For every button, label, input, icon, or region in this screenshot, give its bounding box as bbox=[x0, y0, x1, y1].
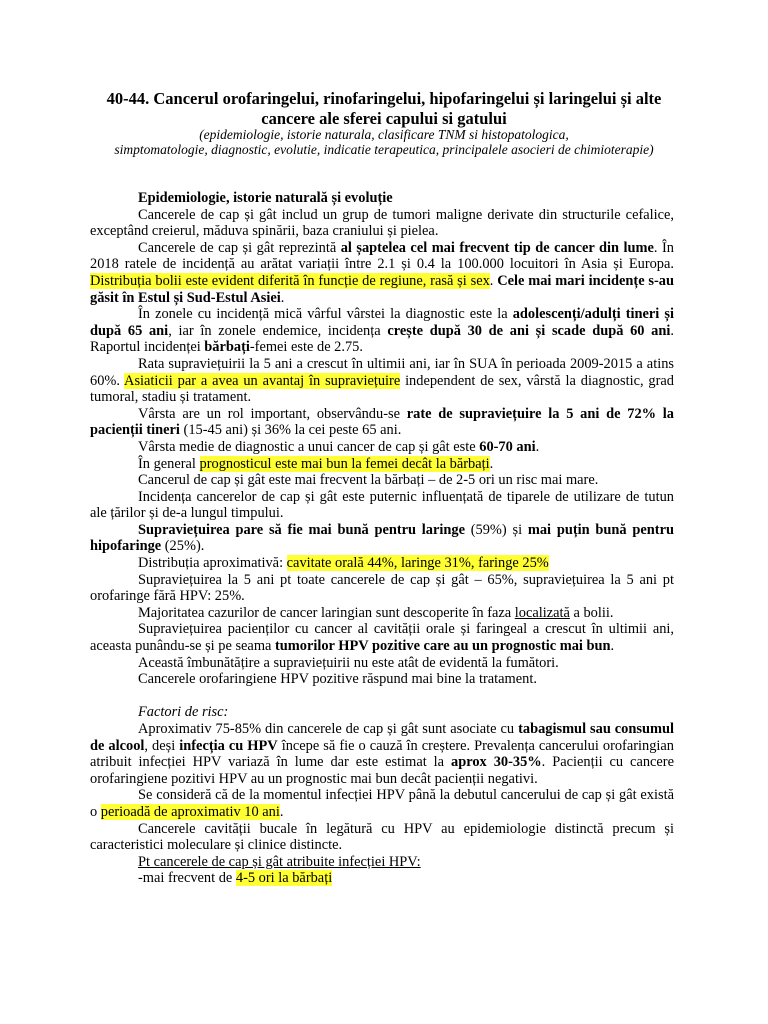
paragraph: Cancerele orofaringiene HPV pozitive răspund mai bine la tratament. bbox=[138, 671, 537, 688]
paragraph: Supraviețuirea la 5 ani pt toate cancerele de cap și gât – 65%, supraviețuirea la 5 ani pt orofaringe fără HPV: 25%. bbox=[90, 571, 674, 605]
highlighted-text: cavitate orală 44%, laringe 31%, faringe 25% bbox=[286, 555, 549, 572]
paragraph bbox=[90, 787, 674, 820]
text-run: În general bbox=[138, 455, 200, 472]
text-run: . Pacienții cu cancere orofaringiene pozitivi HPV au un prognostic mai bun decât pacienții negativi. bbox=[90, 754, 674, 787]
text-run: independent de sex, vârstă la diagnostic, grad tumoral, stadiu și tratament. bbox=[90, 372, 674, 406]
text-run: începe să fie o cauză în creștere. Prevalența cancerului orofaringian atribuit infecției HPV variază în lume dar este estimat la bbox=[90, 737, 674, 771]
underlined-text: localizată bbox=[514, 604, 570, 621]
paragraph: Această îmbunătățire a supraviețuirii nu este atât de evidentă la fumători. bbox=[138, 654, 559, 671]
text-run: , iar în zonele endemice, incidența bbox=[168, 322, 388, 339]
highlighted-text: prognosticul este mai bun la femei decât la bărbați bbox=[199, 455, 490, 472]
text-run: . bbox=[489, 272, 498, 289]
paragraph bbox=[90, 870, 674, 887]
section-heading-risk-factors: Factori de risc: bbox=[138, 704, 229, 721]
paragraph bbox=[90, 854, 674, 871]
text-run: (25%). bbox=[161, 538, 205, 555]
paragraph bbox=[90, 456, 674, 473]
text-run: În zonele cu incidență mică vârful vârstei la diagnostic este la bbox=[138, 306, 513, 323]
text-run: Vârsta medie de diagnostic a unui cancer de cap și gât este bbox=[138, 438, 480, 455]
section-heading-epidemiology: Epidemiologie, istorie naturală și evoluție bbox=[138, 190, 393, 206]
bold-text: adolescenți/adulți tineri și după 65 ani bbox=[90, 306, 674, 339]
highlighted-text: 4-5 ori la bărbați bbox=[235, 870, 333, 887]
bold-text: mai puțin bună pentru hipofaringe bbox=[90, 521, 674, 555]
highlighted-text: perioadă de aproximativ 10 ani bbox=[100, 803, 280, 820]
title-line-2: cancere ale sferei capului si gatului bbox=[261, 109, 507, 128]
text-run: (15-45 ani) și 36% la cei peste 65 ani. bbox=[179, 422, 402, 439]
document-subtitle bbox=[60, 127, 708, 157]
highlighted-text: Distribuția bolii este evident diferită în funcție de regiune, rasă și sex bbox=[90, 272, 490, 289]
text-run: Rata supraviețuirii la 5 ani a crescut în ultimii ani, iar în SUA în perioada 2009-2015 a atins 60%. bbox=[90, 355, 674, 389]
paragraph bbox=[90, 555, 674, 572]
text-run: -mai frecvent de bbox=[138, 870, 236, 887]
text-run: . În 2018 ratele de incidență au arătat variații între 2.1 și 0.4 la 100.000 locuitori în Asia și Europa. bbox=[90, 239, 674, 273]
text-run: -femei este de 2.75. bbox=[249, 339, 363, 356]
document-body bbox=[90, 190, 674, 887]
bold-text: aprox 30-35% bbox=[451, 754, 542, 771]
text-run: . bbox=[610, 638, 615, 655]
text-run: Distribuția aproximativă: bbox=[138, 555, 287, 572]
bold-text: bărbați bbox=[204, 339, 250, 356]
text-run: . bbox=[279, 803, 284, 820]
bold-text: tumorilor HPV pozitive care au un prognostic mai bun bbox=[275, 638, 611, 655]
document-title bbox=[60, 89, 708, 129]
text-run: Majoritatea cazurilor de cancer laringian sunt descoperite în faza bbox=[138, 604, 515, 621]
paragraph bbox=[90, 439, 674, 456]
paragraph: Cancerul de cap și gât este mai frecvent la bărbați – de 2-5 ori un risc mai mare. bbox=[138, 472, 599, 489]
text-run: . bbox=[535, 438, 540, 455]
paragraph: Cancerele cavității bucale în legătură cu HPV au epidemiologie distinctă precum și caracteristici moleculare și clinice distincte. bbox=[90, 820, 674, 854]
paragraph bbox=[90, 356, 674, 406]
text-run: . Raportul incidenței bbox=[90, 322, 674, 356]
text-run: , deși bbox=[144, 737, 180, 754]
title-line-1: 40-44. Cancerul orofaringelui, rinofaringelui, hipofaringelui și laringelui și alte bbox=[106, 89, 662, 108]
paragraph bbox=[90, 605, 674, 622]
subtitle-line-2: simptomatologie, diagnostic, evolutie, indicatie terapeutica, principalele asocieri de chimioterapie) bbox=[114, 142, 654, 157]
paragraph: Incidența cancerelor de cap și gât este puternic influențată de tiparele de utilizare de tutun ale țărilor și de-a lungul timpului. bbox=[90, 488, 674, 522]
text-run: Supraviețuirea pacienților cu cancer al cavității orale și faringeal a crescut în ultimii ani, aceasta punându-se și pe seama bbox=[90, 621, 674, 655]
text-run: Aproximativ 75-85% din cancerele de cap și gât sunt asociate cu bbox=[138, 721, 519, 737]
text-run: . bbox=[489, 455, 494, 472]
text-run: Cancerele de cap și gât reprezintă bbox=[138, 239, 341, 256]
text-run: . bbox=[280, 289, 285, 306]
paragraph bbox=[90, 522, 674, 555]
text-run: (59%) și bbox=[464, 521, 528, 538]
text-run: a bolii. bbox=[569, 604, 614, 621]
bold-text: al șaptelea cel mai frecvent tip de cancer din lume bbox=[340, 239, 654, 256]
paragraph: Cancerele de cap și gât includ un grup de tumori maligne derivate din structurile cefalice, exceptând creierul, măduva spinării, baza craniului și pielea. bbox=[90, 206, 674, 240]
bold-text: infecția cu HPV bbox=[179, 737, 278, 754]
paragraph bbox=[90, 406, 674, 439]
underlined-text: Pt cancerele de cap și gât atribuite infecției HPV: bbox=[138, 853, 421, 870]
bold-text: Cele mai mari incidențe s-au găsit în Estul și Sud-Estul Asiei bbox=[90, 272, 675, 306]
text-run: Se consideră că de la momentul infecției HPV până la debutul cancerului de cap și gât există o bbox=[90, 787, 674, 820]
paragraph bbox=[90, 306, 674, 356]
highlighted-text: Asiaticii par a avea un avantaj în supraviețuire bbox=[124, 372, 401, 389]
paragraph bbox=[90, 621, 674, 654]
bold-text: rate de supraviețuire la 5 ani de 72% la pacienții tineri bbox=[90, 405, 674, 439]
subtitle-line-1: (epidemiologie, istorie naturala, clasificare TNM si histopatologica, bbox=[199, 127, 569, 142]
paragraph bbox=[90, 721, 674, 787]
bold-text: tabagismul sau consumul de alcool bbox=[90, 721, 674, 754]
text-run: Vârsta are un rol important, observându-se bbox=[138, 405, 407, 422]
paragraph bbox=[90, 240, 674, 306]
bold-text: crește după 30 de ani și scade după 60 ani bbox=[387, 322, 671, 339]
bold-text: 60-70 ani bbox=[479, 438, 536, 455]
bold-text: Supraviețuirea pare să fie mai bună pentru laringe bbox=[138, 521, 465, 538]
